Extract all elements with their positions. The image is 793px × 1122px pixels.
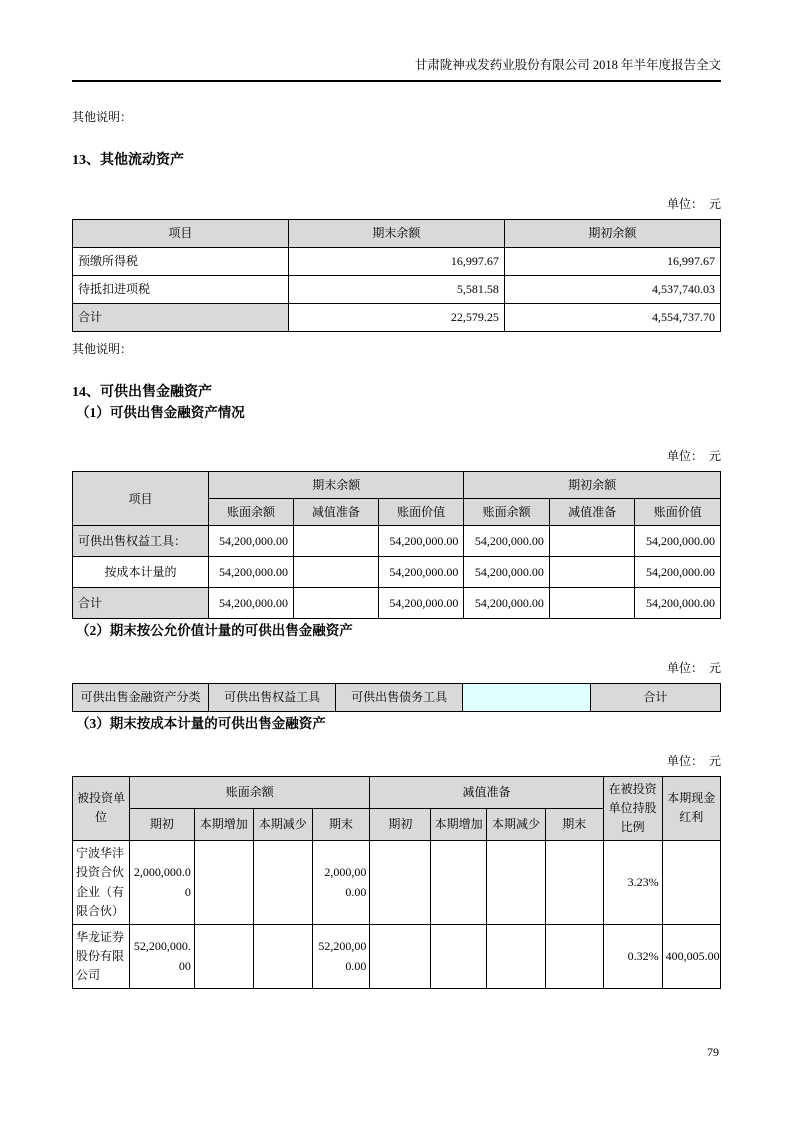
table-header-cell: 本期减少 [253, 808, 312, 840]
other-note-1: 其他说明： [72, 110, 133, 124]
table-cell: 4,537,740.03 [504, 276, 720, 304]
table-cell [662, 841, 720, 925]
table-cell: 52,200,000.00 [130, 924, 195, 989]
table-cell [370, 924, 431, 989]
report-header-title: 甘肃陇神戎发药业股份有限公司 2018 年半年度报告全文 [72, 55, 721, 82]
unit-label-1: 单位： 元 [666, 197, 721, 211]
table-cell [549, 588, 635, 619]
table-row [73, 841, 721, 925]
table-cell: 合计 [73, 588, 209, 619]
table-cell: 可供出售金融资产分类 [73, 684, 209, 711]
table-cell [545, 841, 603, 925]
table-cell: 54,200,000.00 [635, 526, 721, 557]
table-cell [293, 526, 378, 557]
table-cell: 5,581.58 [288, 276, 504, 304]
table-header-row [73, 776, 721, 808]
table-cell: 16,997.67 [288, 248, 504, 276]
table-header-cell: 期末余额 [209, 472, 464, 499]
table-cell [370, 841, 431, 925]
table-header-cell: 被投资单位 [73, 776, 130, 841]
other-current-assets-table [72, 219, 721, 332]
table-cell: 54,200,000.00 [635, 557, 721, 588]
table-cell [194, 924, 253, 989]
table-header-cell: 项目 [73, 220, 289, 248]
afs-summary-table [72, 471, 721, 619]
table-cell: 2,000,000.00 [130, 841, 195, 925]
table-header-cell: 账面余额 [130, 776, 370, 808]
table-cell: 400,005.00 [662, 924, 720, 989]
table-cell: 可供出售债务工具 [336, 684, 463, 711]
table-total-row [73, 588, 721, 619]
table-cell: 54,200,000.00 [378, 557, 464, 588]
table-cell [431, 841, 487, 925]
table-cell [549, 557, 635, 588]
table-header-cell: 期末余额 [288, 220, 504, 248]
table-cell: 54,200,000.00 [378, 526, 464, 557]
table-cell: 54,200,000.00 [209, 557, 294, 588]
table-header-cell: 期初 [130, 808, 195, 840]
table-cell [431, 924, 487, 989]
table-header-cell: 期初 [370, 808, 431, 840]
table-cell: 22,579.25 [288, 304, 504, 332]
table-cell: 52,200,000.00 [312, 924, 370, 989]
table-header-cell: 期初余额 [504, 220, 720, 248]
table-header-cell: 本期现金红利 [662, 776, 720, 841]
table-header-cell: 减值准备 [370, 776, 603, 808]
table-cell: 54,200,000.00 [464, 557, 550, 588]
table-cell: 宁波华沣投资合伙企业（有限合伙） [73, 841, 130, 925]
table-cell [487, 924, 546, 989]
page-number: 79 [707, 1045, 719, 1059]
table-cell: 可供出售权益工具 [209, 684, 336, 711]
table-cell [253, 841, 312, 925]
table-row [73, 557, 721, 588]
table-header-cell: 期末 [312, 808, 370, 840]
table-header-cell: 本期增加 [431, 808, 487, 840]
table-cell: 54,200,000.00 [464, 588, 550, 619]
section-14-1-heading: （1）可供出售金融资产情况 [76, 405, 245, 420]
table-row [73, 526, 721, 557]
table-cell [293, 557, 378, 588]
table-header-cell: 账面余额 [209, 499, 294, 526]
table-header-cell: 期末 [545, 808, 603, 840]
table-header-cell: 本期减少 [487, 808, 546, 840]
table-cell: 3.23% [603, 841, 662, 925]
table-cell [253, 924, 312, 989]
table-cell [487, 841, 546, 925]
afs-fair-value-table [72, 683, 721, 711]
table-cell: 0.32% [603, 924, 662, 989]
table-total-row [73, 304, 721, 332]
table-cell: 54,200,000.00 [635, 588, 721, 619]
section-14-2-heading: （2）期末按公允价值计量的可供出售金融资产 [76, 623, 353, 639]
table-cell [545, 924, 603, 989]
table-header-row [73, 220, 721, 248]
other-note-2: 其他说明： [72, 342, 133, 356]
table-cell [293, 588, 378, 619]
section-13-heading: 13、其他流动资产 [72, 153, 184, 168]
table-cell [194, 841, 253, 925]
table-header-cell: 减值准备 [549, 499, 635, 526]
unit-label-3: 单位： 元 [666, 661, 721, 676]
table-header-cell: 账面余额 [464, 499, 550, 526]
table-cell: 54,200,000.00 [378, 588, 464, 619]
section-14-heading: 14、可供出售金融资产 [72, 385, 212, 400]
table-header-cell: 项目 [73, 472, 209, 526]
table-cell: 16,997.67 [504, 248, 720, 276]
table-cell: 54,200,000.00 [209, 526, 294, 557]
highlighted-empty-cell [463, 684, 591, 711]
table-cell: 合计 [73, 304, 289, 332]
table-row [73, 684, 721, 711]
table-cell: 4,554,737.70 [504, 304, 720, 332]
table-cell: 待抵扣进项税 [73, 276, 289, 304]
table-header-row [73, 472, 721, 499]
unit-label-2: 单位： 元 [666, 449, 721, 463]
table-cell: 2,000,000.00 [312, 841, 370, 925]
table-row [73, 276, 721, 304]
table-cell [549, 526, 635, 557]
section-14-3-heading: （3）期末按成本计量的可供出售金融资产 [76, 715, 326, 731]
table-header-cell: 账面价值 [378, 499, 464, 526]
table-cell: 华龙证券股份有限公司 [73, 924, 130, 989]
afs-cost-table [72, 776, 721, 990]
table-header-cell: 减值准备 [293, 499, 378, 526]
table-cell: 54,200,000.00 [209, 588, 294, 619]
table-cell: 按成本计量的 [73, 557, 209, 588]
table-cell: 可供出售权益工具： [73, 526, 209, 557]
table-cell: 合计 [590, 684, 720, 711]
table-header-cell: 本期增加 [194, 808, 253, 840]
table-cell: 54,200,000.00 [464, 526, 550, 557]
table-row [73, 248, 721, 276]
table-header-cell: 期初余额 [464, 472, 721, 499]
table-cell: 预缴所得税 [73, 248, 289, 276]
unit-label-4: 单位： 元 [666, 753, 721, 768]
table-header-cell: 账面价值 [635, 499, 721, 526]
table-row [73, 924, 721, 989]
table-header-cell: 在被投资单位持股比例 [603, 776, 662, 841]
